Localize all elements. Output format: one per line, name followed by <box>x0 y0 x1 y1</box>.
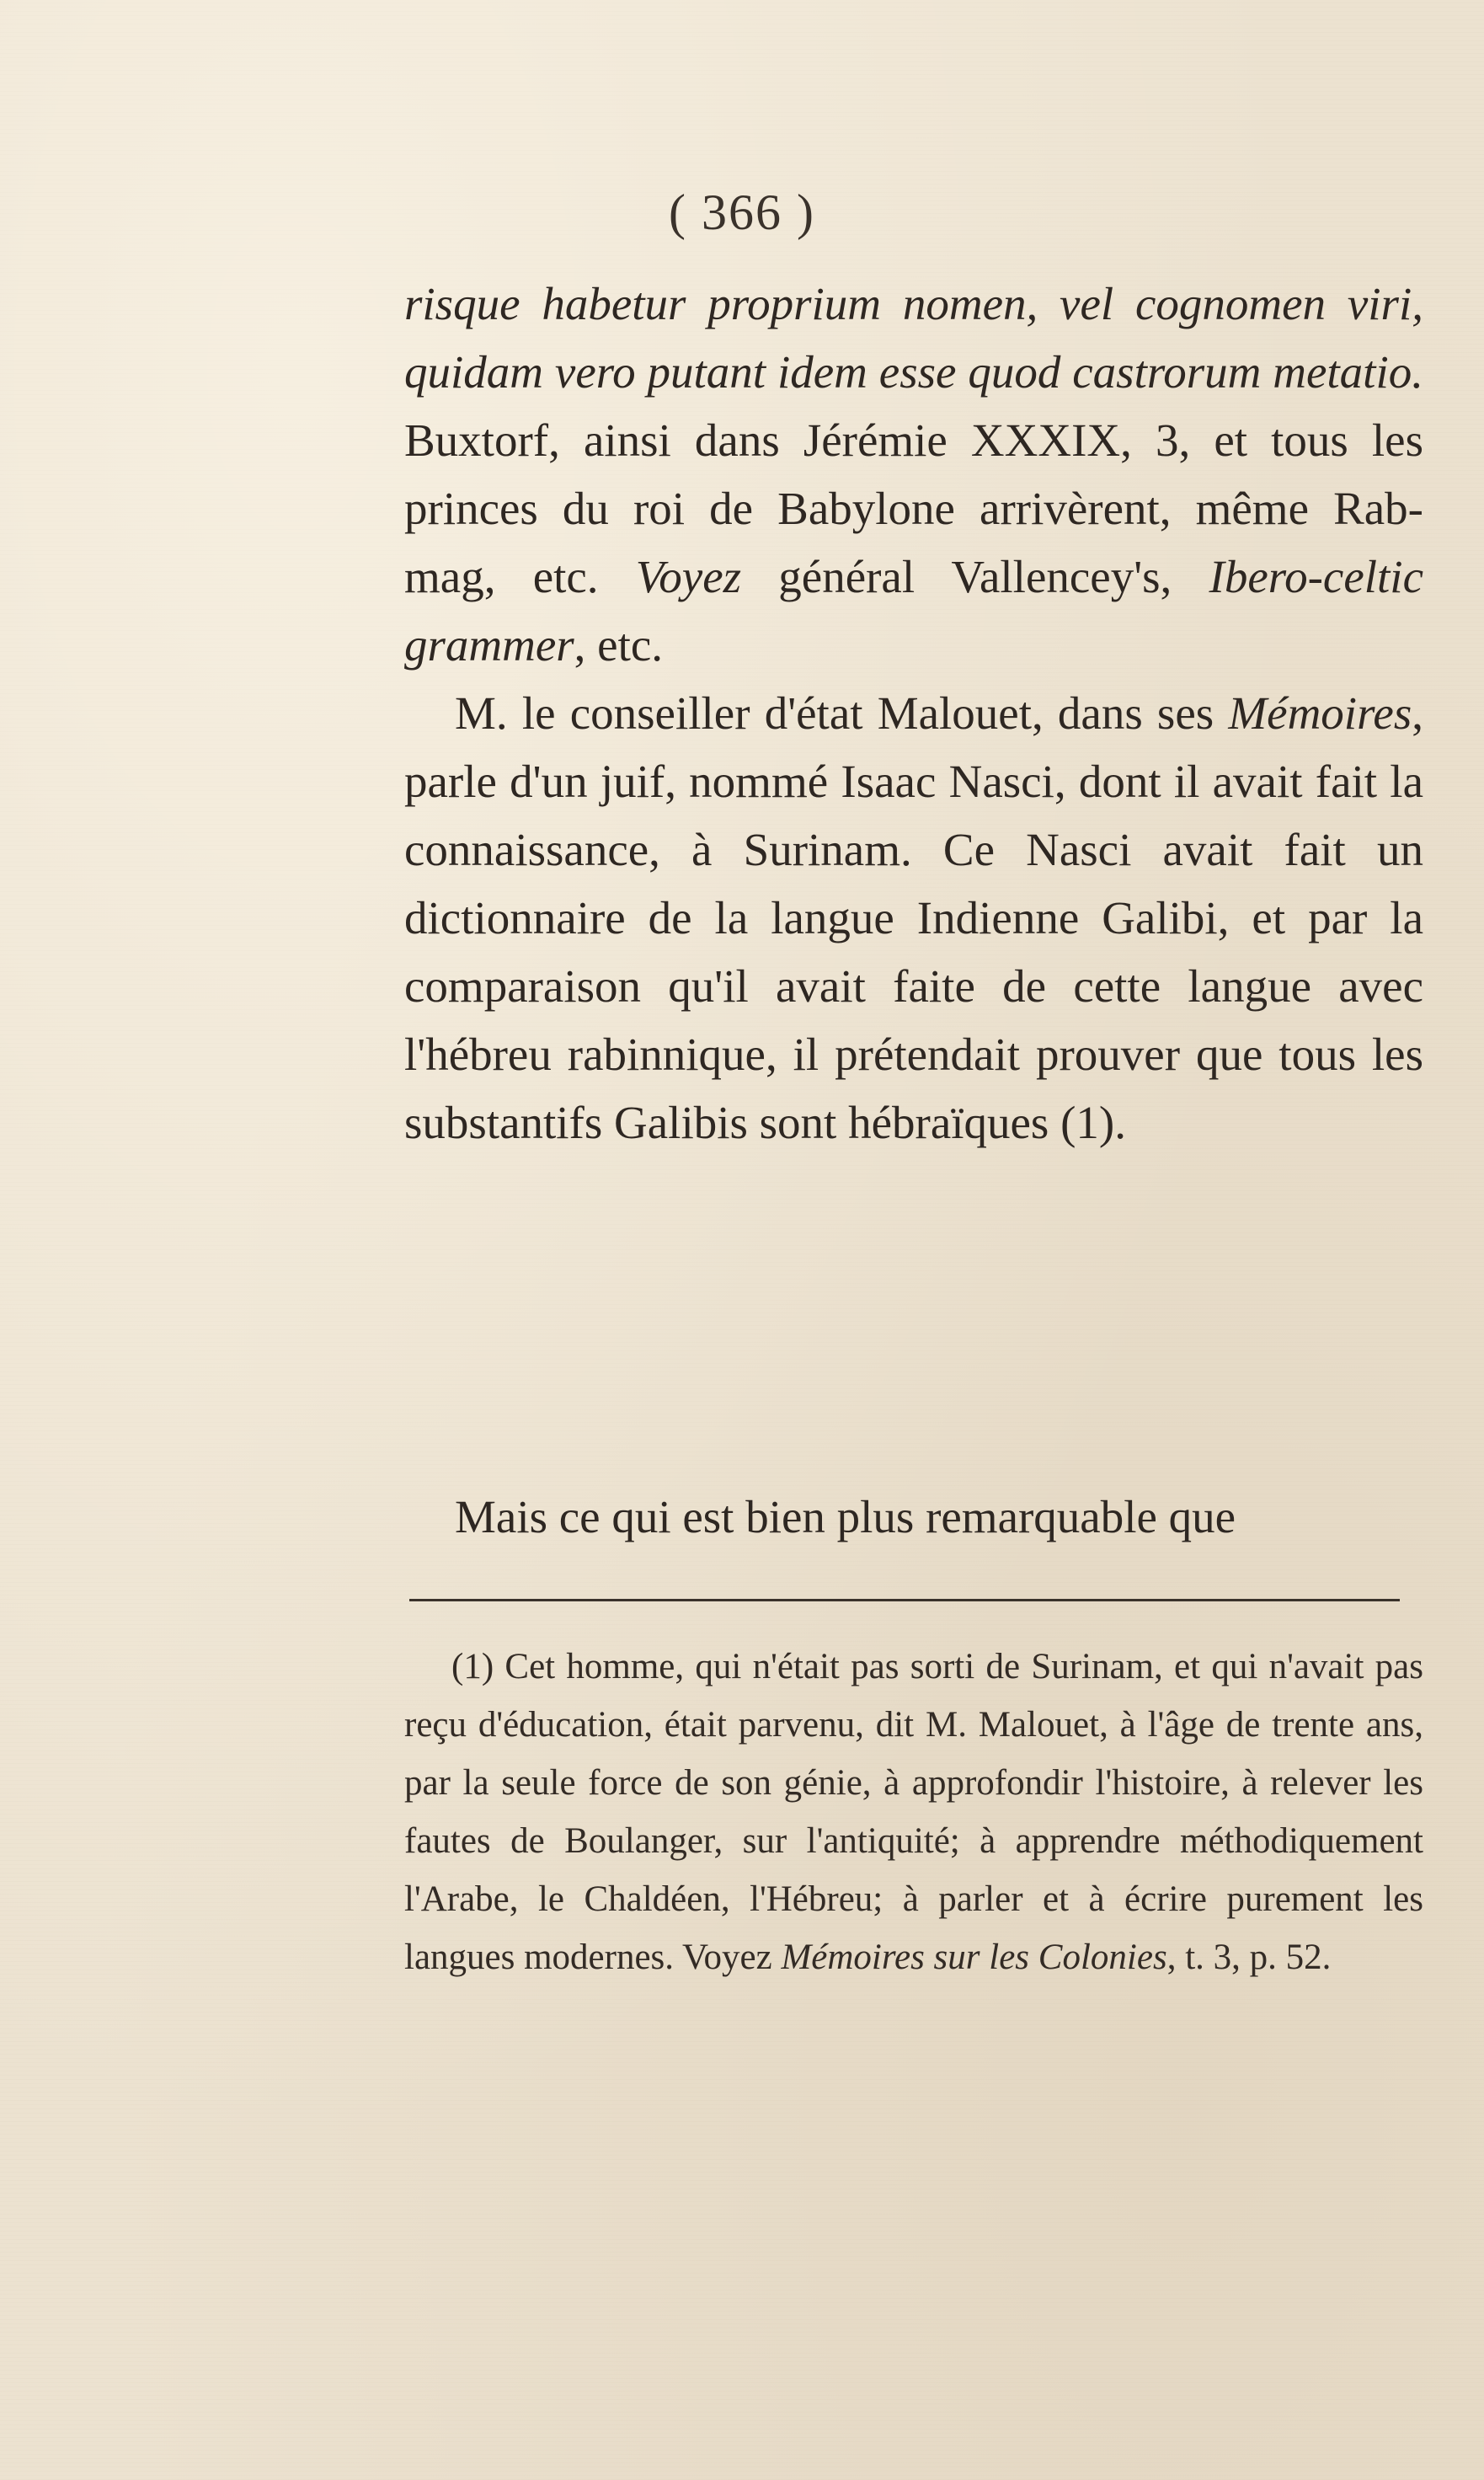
paragraph-1 <box>404 270 1423 679</box>
book-title-italic: Mémoires <box>1228 687 1412 739</box>
text-run: , etc. <box>574 619 664 671</box>
footnote-title-italic: Mémoires sur les Colonies <box>781 1938 1167 1977</box>
footnote <box>404 1638 1423 1986</box>
footnote-text-run: , t. 3, p. 52. <box>1166 1938 1332 1977</box>
paragraph-2 <box>404 679 1423 1157</box>
footnote-separator <box>409 1599 1400 1601</box>
footnote-text-run: (1) Cet homme, qui n'était pas sorti de Surinam, et qui n'avait pas reçu d'éducation, était parvenu, dit M. Malouet, à l'âge de trente ans, par la seule force de son génie, à approfondir l'histoire, à relever les fautes de Boulanger, sur l'antiquité; à apprendre méthodiquement l'Arabe, le Chaldéen, l'Hébreu; à parler et à écrire purement les langues modernes. Voyez <box>404 1647 1423 1977</box>
text-run-italic: Voyez <box>635 551 742 602</box>
latin-quotation: risque habetur proprium nomen, vel cognomen viri, quidam vero putant idem esse quod castrorum metatio. <box>404 278 1423 398</box>
page-number: ( 366 ) <box>669 184 815 240</box>
footnote-1 <box>404 1638 1423 1986</box>
paragraph-3-start: Mais ce qui est bien plus remarquable que <box>455 1491 1236 1542</box>
text-run: général Vallencey's, <box>741 551 1209 602</box>
text-run: M. le conseiller d'état Malouet, dans ses <box>455 687 1229 739</box>
book-title-italic: Ibero-celtic grammer <box>404 551 1423 671</box>
text-run: Buxtorf, ainsi dans Jérémie XXXIX, 3, et tous les princes du roi de Babylone arrivèrent, même Rab-mag, etc. <box>404 414 1423 602</box>
text-run: , parle d'un juif, nommé Isaac Nasci, dont il avait fait la connaissance, à Surinam. Ce Nasci avait fait un dictionnaire de la langue Indienne Galibi, et par la comparaison qu'il avait faite de cette langue avec l'hébreu rabinnique, il prétendait prouver que tous les substantifs Galibis sont hébraïques (1). <box>404 687 1423 1148</box>
main-text <box>404 270 1423 1157</box>
